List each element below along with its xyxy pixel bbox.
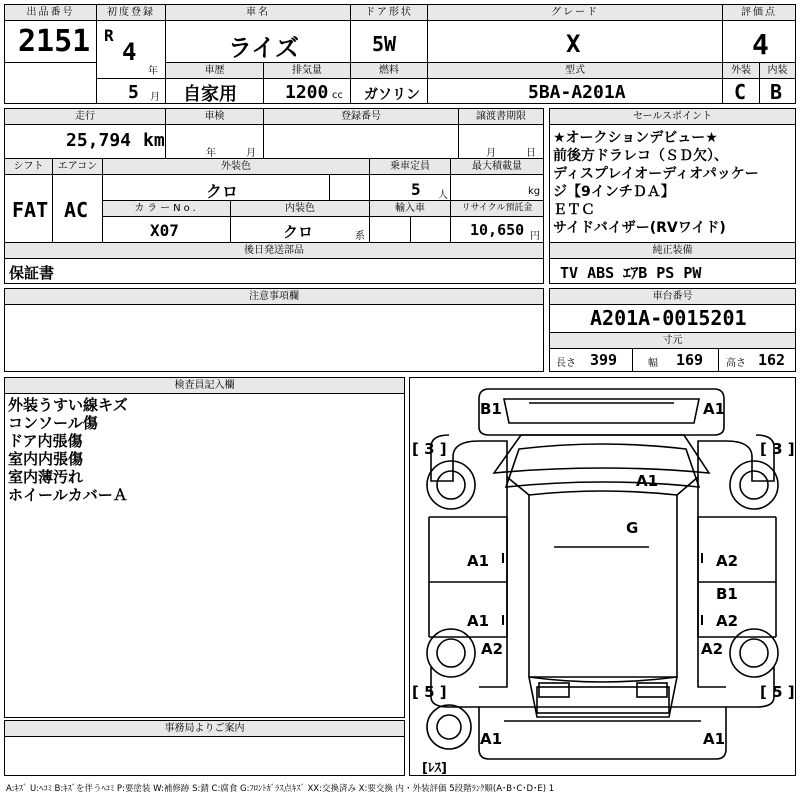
grade: X [566,30,581,58]
lot-number: 2151 [18,24,91,59]
sales-line: ★オークションデビュー★ [553,130,718,146]
damage-a1-left-door: A1 [467,552,490,570]
damage-a1-rear-left: A1 [480,730,503,748]
inspector-line: 外装うすい線キズ [8,396,128,414]
inspector-notes [8,396,128,504]
sales-line: サイドバイザー(RVワイド) [553,220,726,236]
int-label: 内装 [760,63,795,79]
damage-a1-rear-right: A1 [703,730,726,748]
transfer-label: 譲渡書期限 [459,109,543,125]
damage-a1-roof: A1 [636,472,659,490]
sales-points-label: セールスポイント [550,109,795,125]
chassis-number: A201A-0015201 [590,306,747,330]
reg-month: 5 [128,82,139,103]
ac-label: エアコン [53,159,102,175]
mileage-unit: km [143,130,165,151]
inspection-label: 車検 [166,109,263,125]
reg-number-label: 登録番号 [264,109,458,125]
length: 399 [590,351,618,369]
reg-year: 4 [122,38,137,66]
width: 169 [676,351,704,369]
tire-front-right: [ 3 ] [760,440,795,458]
month-unit: 月 [150,92,160,103]
name-label: 車名 [166,5,350,21]
int-color-unit: 系 [355,231,365,242]
fuel: ガソリン [364,87,420,103]
dimensions-label: 寸元 [550,333,795,349]
door-type: 5W [372,32,397,56]
inspector-line: コンソール傷 [8,414,98,432]
spare-tire-label: [ﾚｽ] [422,761,447,776]
int-color: クロ [283,223,314,241]
inspector-label: 検査員記入欄 [5,378,404,394]
displacement-label: 排気量 [264,63,350,79]
transfer-day-unit: 日 [526,148,536,159]
capacity-unit: 人 [438,190,448,201]
damage-b1-right-rear-door: B1 [716,585,738,603]
era: R [104,26,114,45]
history-label: 車歴 [166,63,263,79]
inspector-line: ドア内張傷 [8,432,83,450]
sales-points-text [553,129,759,237]
transfer-month-unit: 月 [486,148,496,159]
damage-a1-left-rear-door: A1 [467,612,490,630]
chassis-label: 車台番号 [550,289,795,305]
damage-a2-right-quarter: A2 [701,640,724,658]
model: 5BA-A201A [528,82,626,103]
shift: FAT [12,198,49,222]
tire-rear-left: [ 5 ] [412,683,447,701]
int-grade: B [770,80,783,104]
length-label: 長さ [556,358,576,369]
insp-year-unit: 年 [206,148,216,159]
notes-label: 注意事項欄 [5,289,543,305]
tire-front-left: [ 3 ] [412,440,447,458]
car-diagram [409,377,796,776]
score: 4 [752,28,769,61]
recycle: 10,650 [470,221,525,239]
mileage: 25,794 [66,130,132,151]
sales-line: ディスプレイオーディオパッケー [553,166,759,182]
color-no-label: カラーNo. [103,201,230,217]
color-no: X07 [150,221,179,240]
ext-grade: C [734,80,747,104]
height: 162 [758,351,786,369]
inspector-line: 室内薄汚れ [8,468,84,486]
load-label: 最大積載量 [451,159,543,175]
office-label: 事務局よりご案内 [5,721,404,737]
equipment-label: 純正装備 [550,243,795,259]
damage-a2-right-rear: A2 [716,612,739,630]
tire-rear-right: [ 5 ] [760,683,795,701]
fuel-label: 燃料 [351,63,427,79]
damage-b1-front-left: B1 [480,400,502,418]
later-parts: 保証書 [9,264,55,282]
int-color-label: 内装色 [231,201,369,217]
later-parts-label: 後日発送部品 [5,243,543,259]
ac: AC [64,198,89,222]
recycle-unit: 円 [530,231,540,242]
year-unit: 年 [148,66,158,77]
inspector-line: ホイールカバーＡ [8,486,128,504]
legend: A:ｷｽﾞ U:ﾍｺﾐ B:ｷｽﾞを伴うﾍｺﾐ P:要塗装 W:補修跡 S:錆 C:腐食 G:ﾌﾛﾝﾄｶﾞﾗｽ点ｷｽﾞ XX:交換済み X:要交換 内・外装評価 5段階ﾗﾝｸ順(A･B･C･D･E) 1 [6,784,555,794]
sales-line: ＥＴＣ [553,202,595,218]
shift-label: シフト [5,159,52,175]
damage-a2-left-quarter: A2 [481,640,504,658]
sales-line: 前後方ドラレコ（ＳＤ欠）、 [553,148,728,164]
color: クロ [206,182,239,201]
grade-label: グレード [428,5,722,21]
height-label: 高さ [726,358,746,369]
width-label: 幅 [648,358,658,369]
displacement-unit: cc [332,90,343,101]
capacity-label: 乗車定員 [370,159,450,175]
displacement: 1200 [285,82,329,103]
import-label: 輸入車 [370,201,450,217]
recycle-label: リサイクル預託金 [451,201,543,217]
score-label: 評価点 [723,5,795,21]
damage-a1-front-right: A1 [703,400,726,418]
damage-a2-right-door: A2 [716,552,739,570]
sales-line: ジ【9インチＤＡ】 [553,184,675,200]
mileage-label: 走行 [5,109,165,125]
inspector-line: 室内内張傷 [8,450,84,468]
insp-month-unit: 月 [246,148,256,159]
ext-label: 外装 [723,63,759,79]
equipment: TV ABS ｴｱB PS PW [560,264,702,282]
car-name: ライズ [228,34,300,62]
damage-g-glass: G [626,519,639,537]
lot-label: 出品番号 [5,5,96,21]
door-label: ドア形状 [351,5,427,21]
capacity: 5 [411,180,421,199]
history: 自家用 [183,84,237,105]
load-unit: kg [528,186,541,197]
first-reg-label: 初度登録 [97,5,165,21]
color-label: 外装色 [103,159,369,175]
model-label: 型式 [428,63,722,79]
